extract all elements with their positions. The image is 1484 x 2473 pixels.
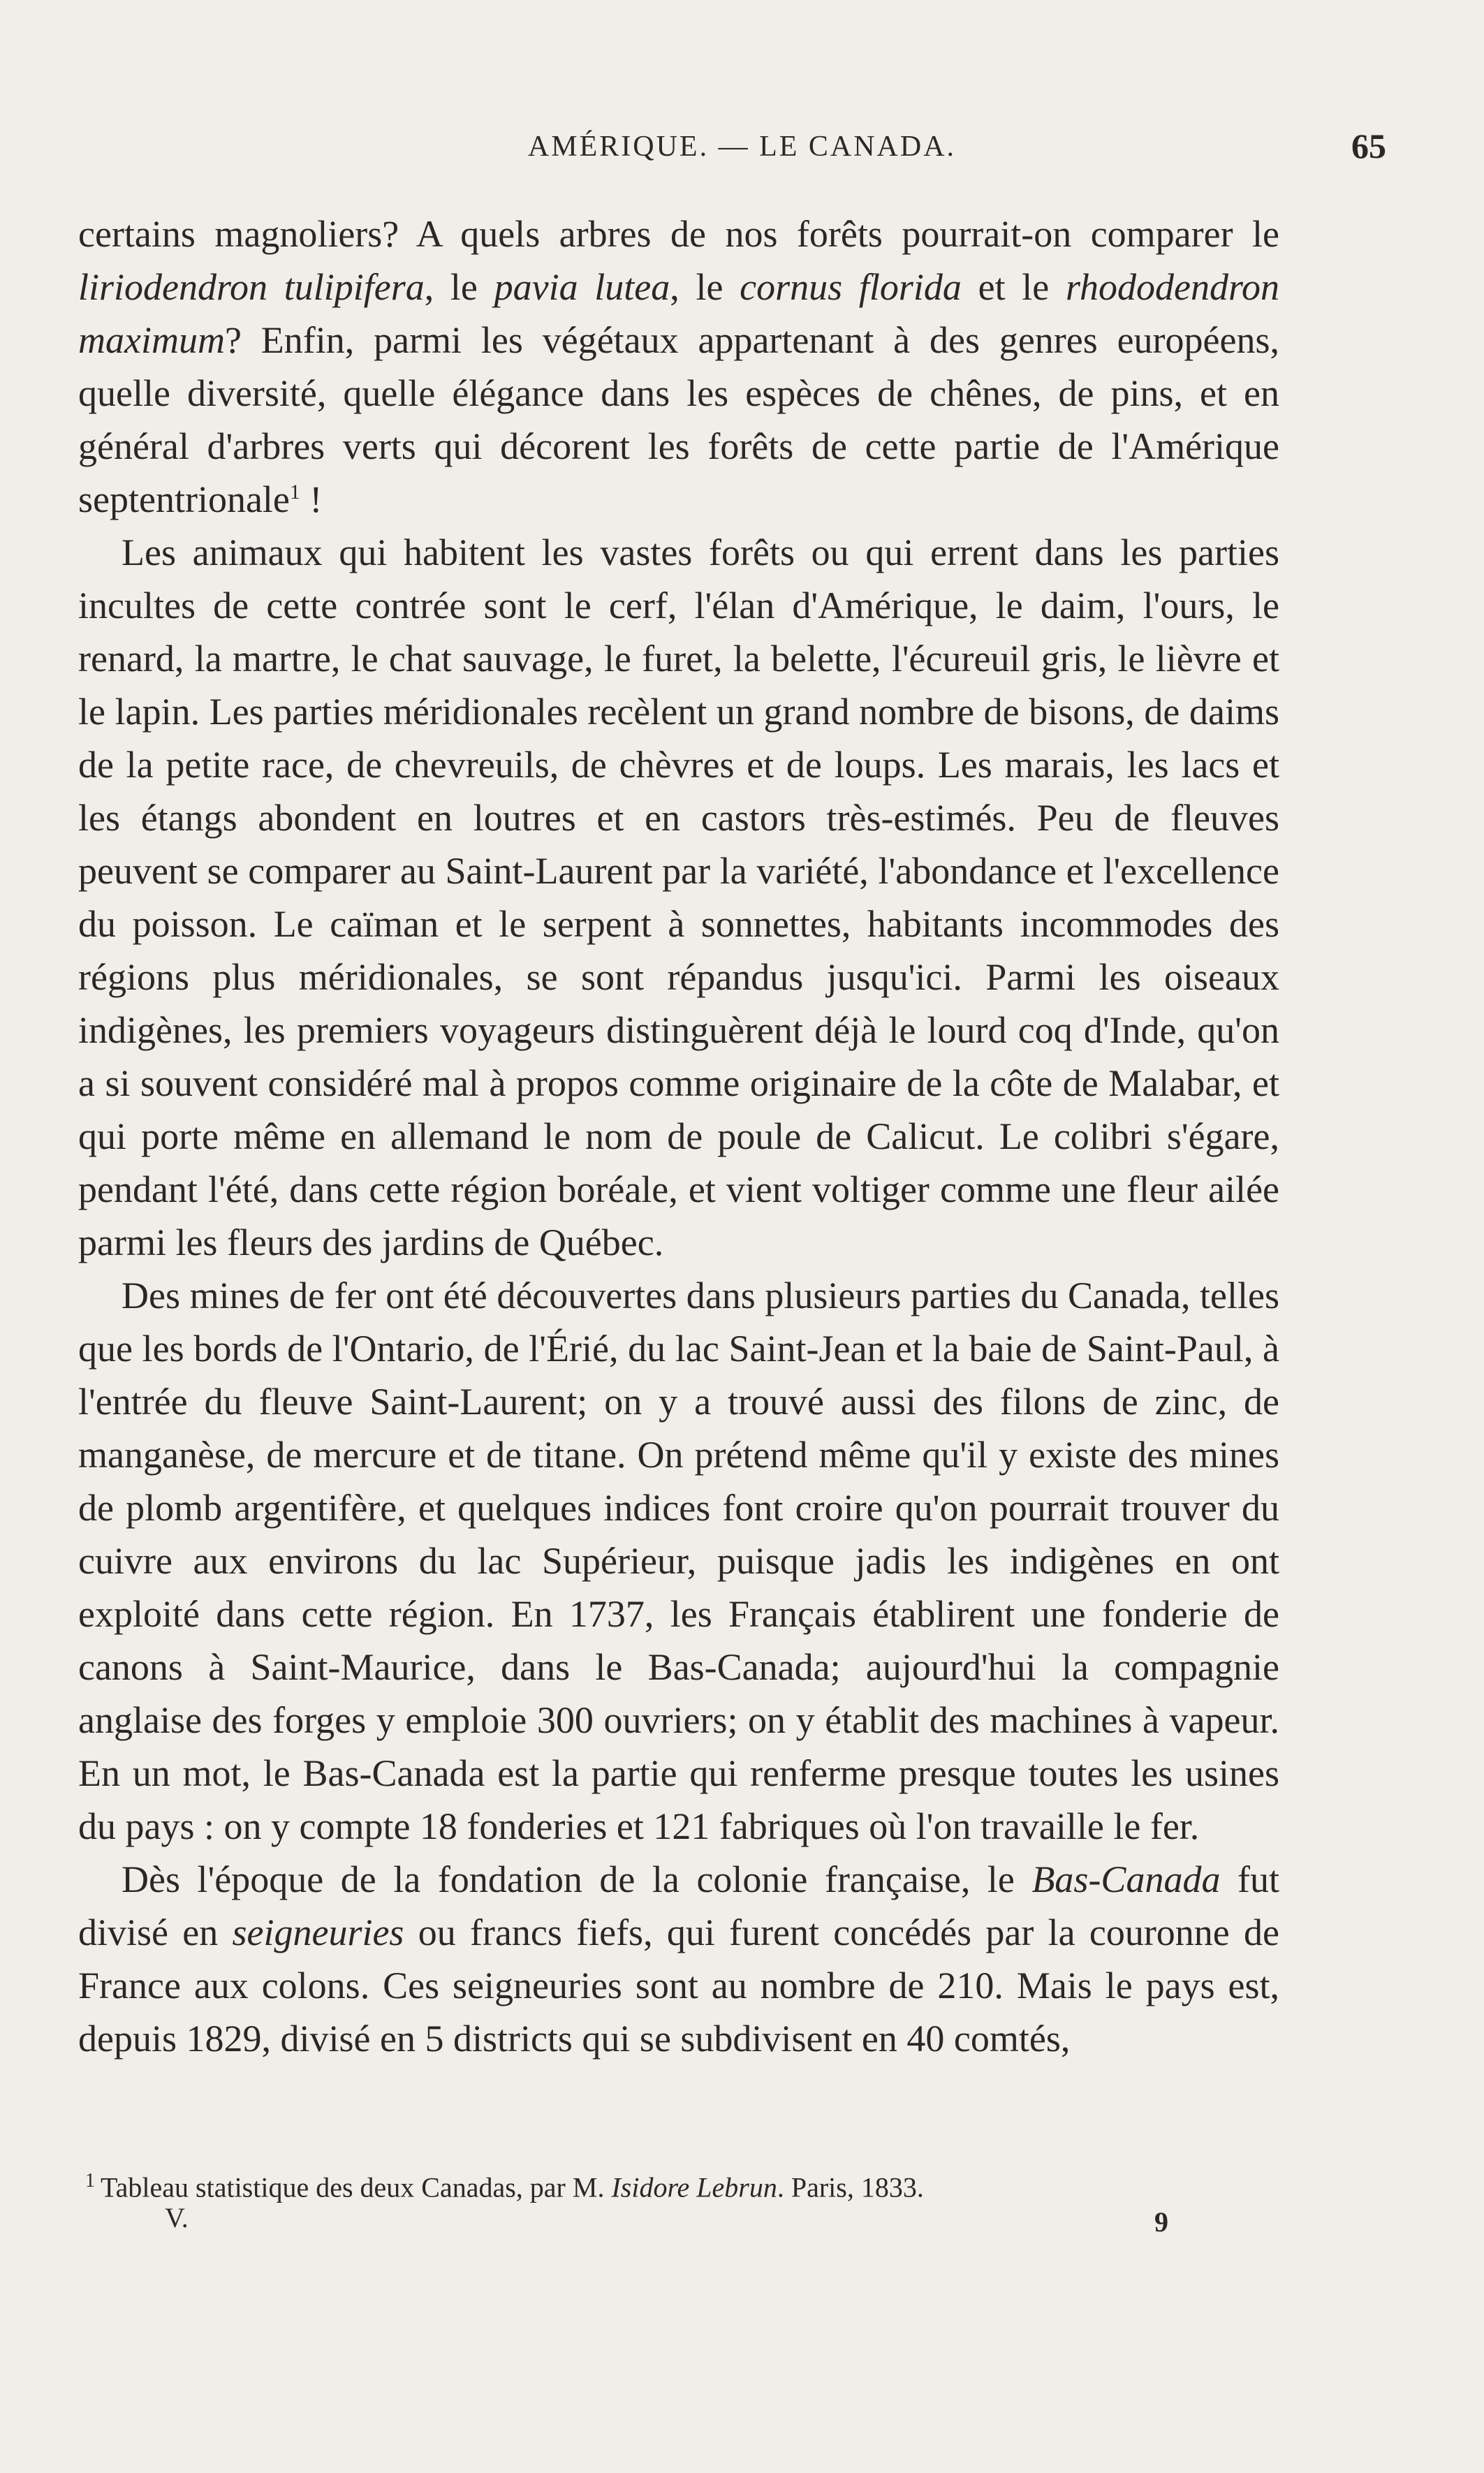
text-run: Tableau statistique des deux Canadas, par M. — [101, 2171, 612, 2203]
text-run: . Paris, 1833. — [777, 2171, 924, 2203]
footnote — [85, 2163, 1286, 2206]
paragraph-2: Les animaux qui habitent les vastes forêts ou qui errent dans les parties incultes de cette contrée sont le cerf, l'élan d'Amérique, le daim, l'ours, le renard, la martre, le chat sauvage, le furet, la belette, l'écureuil gris, le lièvre et le lapin. Les parties méridionales recèlent un grand nombre de bisons, de daims de la petite race, de chevreuils, de chèvres et de loups. Les marais, les lacs et les étangs abondent en loutres et en castors très-estimés. Peu de fleuves peuvent se comparer au Saint-Laurent par la variété, l'abondance et l'excellence du poisson. Le caïman et le serpent à sonnettes, habitants incommodes des régions plus méridionales, se sont répandus jusqu'ici. Parmi les oiseaux indigènes, les premiers voyageurs distinguèrent déjà le lourd coq d'Inde, qu'on a si souvent considéré mal à propos comme originaire de la côte de Malabar, et qui porte même en allemand le nom de poule de Calicut. Le colibri s'égare, pendant l'été, dans cette région boréale, et vient voltiger comme une fleur ailée parmi les fleurs des jardins de Québec. — [78, 531, 1279, 1263]
italic-term: Bas-Canada — [1031, 1858, 1221, 1900]
text-run: ! — [300, 478, 323, 520]
signature-mark: V. — [165, 2202, 189, 2233]
paragraph-4 — [78, 1853, 1279, 2065]
footnote-number: 1 — [85, 2170, 95, 2192]
text-run: fut divisé en — [78, 1858, 1279, 1953]
italic-term: Isidore Lebrun — [611, 2171, 777, 2203]
text-run: , le — [670, 266, 740, 308]
italic-term: rhododendron maximum — [78, 266, 1279, 361]
text-run: certains magnoliers? A quels arbres de nos forêts pourrait-on comparer le — [78, 213, 1279, 255]
page-number: 65 — [1351, 126, 1386, 166]
paragraph-3: Des mines de fer ont été découvertes dans plusieurs parties du Canada, telles que les bords de l'Ontario, de l'Érié, du lac Saint-Jean et la baie de Saint-Paul, à l'entrée du fleuve Saint-Laurent; on y a trouvé aussi des filons de zinc, de manganèse, de mercure et de titane. On prétend même qu'il y existe des mines de plomb argentifère, et quelques indices font croire qu'on pourrait trouver du cuivre aux environs du lac Supérieur, puisque jadis les indigènes en ont exploité dans cette région. En 1737, les Français établirent une fonderie de canons à Saint-Maurice, dans le Bas-Canada; aujourd'hui la compagnie anglaise des forges y emploie 300 ouvriers; on y établit des machines à vapeur. En un mot, le Bas-Canada est la partie qui renferme presque toutes les usines du pays : on y compte 18 fonderies et 121 fabriques où l'on travaille le fer. — [78, 1275, 1279, 1847]
page-header — [77, 126, 1407, 186]
text-run: et le — [961, 266, 1066, 308]
italic-term: cornus florida — [740, 266, 962, 308]
paragraph-1 — [78, 207, 1279, 526]
text-run: ou francs fiefs, qui furent concédés par la couronne de France aux colons. Ces seigneuries sont au nombre de 210. Mais le pays est, depuis 1829, divisé en 5 districts qui se subdivisent en 40 comtés, — [78, 1911, 1279, 2060]
text-run: Dès l'époque de la fondation de la colonie française, le — [122, 1858, 1032, 1900]
body-text — [78, 207, 1279, 2065]
italic-term: seigneuries — [232, 1911, 404, 1953]
text-run: ? Enfin, parmi les végétaux appartenant à des genres européens, quelle diversité, quelle élégance dans les espèces de chênes, de pins, et en général d'arbres verts qui décorent les forêts de cette partie de l'Amérique septentrionale — [78, 319, 1279, 520]
running-title: AMÉRIQUE. — LE CANADA. — [527, 131, 957, 163]
footnote-ref: 1 — [289, 480, 300, 504]
text-run: , le — [424, 266, 494, 308]
gathering-mark: 9 — [1154, 2206, 1168, 2238]
italic-term: pavia lutea — [494, 266, 670, 308]
italic-term: liriodendron tulipifera — [78, 266, 425, 308]
